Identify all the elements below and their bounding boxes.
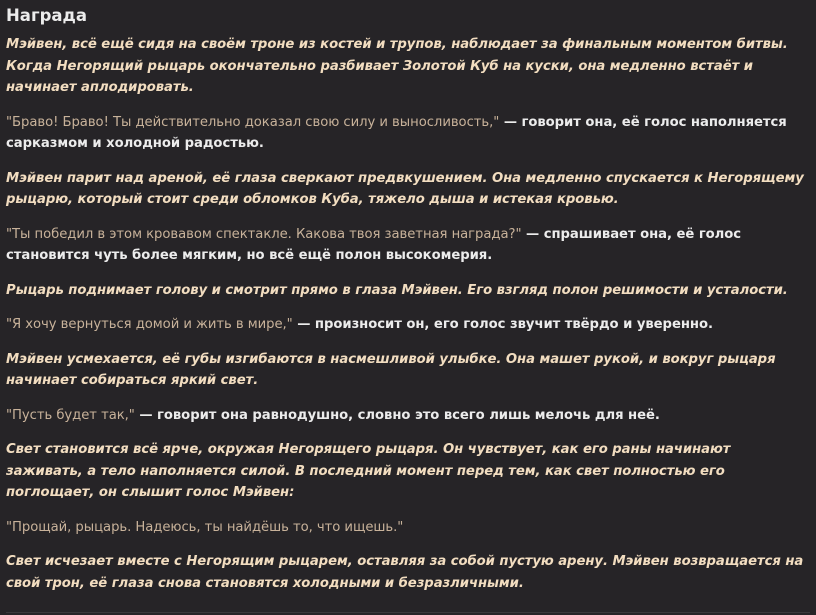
narration-paragraph-3: Рыцарь поднимает голову и смотрит прямо в глаза Мэйвен. Его взгляд полон решимости и усталости. bbox=[6, 282, 788, 298]
dialog-paragraph-3 bbox=[6, 314, 810, 336]
dialog-quote: "Я хочу вернуться домой и жить в мире," bbox=[6, 317, 293, 332]
dialog-paragraph-1 bbox=[6, 112, 810, 155]
dialog-quote: "Прощай, рыцарь. Надеюсь, ты найдёшь то, что ищешь." bbox=[6, 519, 404, 535]
dialog-quote: "Браво! Браво! Ты действительно доказал свою силу и выносливость," bbox=[6, 114, 500, 130]
narration-paragraph-1: Мэйвен, всё ещё сидя на своём троне из костей и трупов, наблюдает за финальным моментом битвы. Когда Негорящий рыцарь окончательно разбивает Золотой Куб на куски, она медленно встаёт и начинает аплодировать. bbox=[6, 37, 788, 95]
narration-paragraph-6: Свет исчезает вместе с Негорящим рыцарем, оставляя за собой пустую арену. Мэйвен возвращается на свой трон, её глаза снова становятся холодными и безразличными. bbox=[6, 554, 804, 591]
divider bbox=[6, 612, 810, 613]
narration-paragraph-4: Мэйвен усмехается, её губы изгибаются в насмешливой улыбке. Она машет рукой, и вокруг рыцаря начинает собираться яркий свет. bbox=[6, 351, 776, 388]
dialog-paragraph-2 bbox=[6, 224, 810, 267]
dialog-quote: "Пусть будет так," bbox=[6, 407, 135, 423]
dialog-narration: — говорит она, её голос наполняется сарказмом и холодной радостью. bbox=[6, 114, 787, 151]
narration-paragraph-5: Свет становится всё ярче, окружая Негорящего рыцаря. Он чувствует, как его раны начинают заживать, а тело наполняется силой. В последний момент перед тем, как свет полностью его поглощает, он слышит голос Мэйвен: bbox=[6, 442, 731, 500]
dialog-narration: — спрашивает она, её голос становится чуть более мягким, но всё ещё полон высокомерия. bbox=[6, 226, 742, 263]
dialog-quote: "Ты победил в этом кровавом спектакле. Какова твоя заветная награда?" bbox=[6, 226, 522, 242]
dialog-narration: — произносит он, его голос звучит твёрдо и уверенно. bbox=[292, 317, 713, 332]
dialog-paragraph-4 bbox=[6, 405, 810, 427]
dialog-paragraph-5 bbox=[6, 517, 810, 539]
story-title: Награда bbox=[6, 6, 87, 25]
dialog-narration: — говорит она равнодушно, словно это всего лишь мелочь для неё. bbox=[134, 407, 660, 423]
narration-paragraph-2: Мэйвен парит над ареной, её глаза сверкают предвкушением. Она медленно спускается к Негорящему рыцарю, который стоит среди обломков Куба, тяжело дыша и истекая кровью. bbox=[6, 170, 804, 207]
